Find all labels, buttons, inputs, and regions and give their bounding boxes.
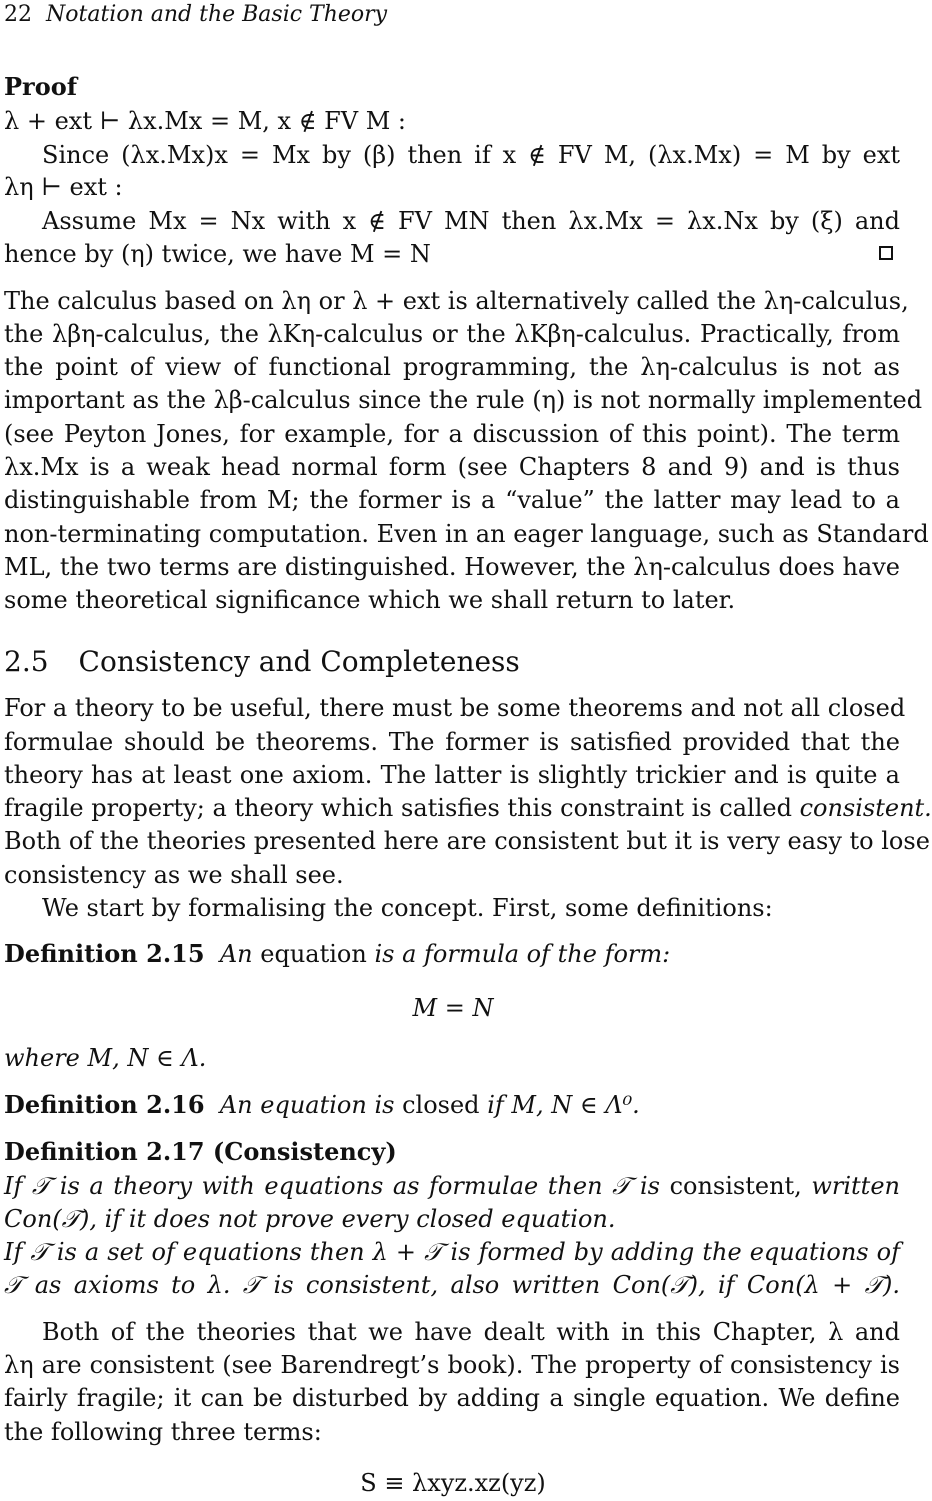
paragraph1-line: The calculus based on λη or λ + ext is alternatively called the λη-calculus, [4, 287, 909, 315]
definition-2-16-text-a: An equation is [219, 1091, 395, 1119]
definition-2-17-term: consistent, [669, 1172, 802, 1200]
term-consistent: consistent. [799, 794, 932, 822]
definition-2-17-line1-c: written [811, 1172, 900, 1200]
paragraph3-line: λη are consistent (see Barendregt’s book). The property of consistency is [4, 1351, 900, 1379]
proof-line-2: Since (λx.Mx)x = Mx by (β) then if x ∉ FV M, (λx.Mx) = M by ext [42, 141, 900, 169]
paragraph2-line: consistency as we shall see. [4, 861, 344, 889]
paragraph1-line: distinguishable from M; the former is a “value” the latter may lead to a [4, 486, 900, 514]
paragraph1-line: some theoretical significance which we shall return to later. [4, 586, 736, 614]
proof-line-3: λη ⊢ ext : [4, 173, 123, 201]
definition-2-15-text-a: An [219, 940, 253, 968]
section-title: Consistency and Completeness [78, 645, 520, 678]
proof-line-1: λ + ext ⊢ λx.Mx = M, x ∉ FV M : [4, 107, 406, 135]
definition-2-15-label: Definition 2.15 [4, 939, 205, 968]
definition-2-17-line1-a: If 𝒯 is a theory with equations as formulae then 𝒯 is [4, 1172, 661, 1200]
paragraph2-line: formulae should be theorems. The former is satisfied provided that the [4, 728, 900, 756]
paragraph2-line [4, 793, 932, 823]
definition-2-17-line: 𝒯 as axioms to λ. 𝒯 is consistent, also written Con(𝒯), if Con(λ + 𝒯). [4, 1271, 900, 1299]
display-equation-m-n: M = N [412, 994, 494, 1022]
paragraph3-line: fairly fragile; it can be disturbed by adding a single equation. We define [4, 1384, 900, 1412]
paragraph1-line: ML, the two terms are distinguished. However, the λη-calculus does have [4, 553, 900, 581]
running-head-title: Notation and the Basic Theory [46, 2, 388, 27]
page-number: 22 [4, 2, 32, 27]
definition-2-17-line: Con(𝒯), if it does not prove every closed equation. [4, 1205, 616, 1233]
paragraph1-line: important as the λβ-calculus since the rule (η) is not normally implemented [4, 386, 923, 414]
definition-2-15-term: equation [260, 940, 367, 968]
definition-2-17-line: If 𝒯 is a set of equations then λ + 𝒯 is formed by adding the equations of [4, 1238, 900, 1266]
paragraph2-line: theory has at least one axiom. The latter is slightly trickier and is quite a [4, 761, 900, 789]
section-heading [4, 645, 520, 679]
definition-2-16-term: closed [402, 1091, 480, 1119]
definition-2-16-text-c: if M, N ∈ Λ⁰. [487, 1091, 640, 1119]
qed-square-icon [879, 246, 893, 260]
definition-2-15 [4, 939, 670, 969]
paragraph1-line: the λβη-calculus, the λKη-calculus or the λKβη-calculus. Practically, from [4, 320, 900, 348]
paragraph2-indented-line: We start by formalising the concept. First, some definitions: [42, 894, 773, 922]
proof-heading: Proof [4, 72, 78, 101]
paragraph3-line: the following three terms: [4, 1418, 322, 1446]
definition-2-16-label: Definition 2.16 [4, 1090, 205, 1119]
paragraph2-line: Both of the theories presented here are consistent but it is very easy to lose [4, 827, 930, 855]
paragraph2-line: For a theory to be useful, there must be some theorems and not all closed [4, 694, 906, 722]
paragraph3-indented-line: Both of the theories that we have dealt with in this Chapter, λ and [42, 1318, 900, 1346]
section-number: 2.5 [4, 645, 49, 678]
definition-2-16 [4, 1090, 640, 1120]
paragraph1-line: λx.Mx is a weak head normal form (see Chapters 8 and 9) and is thus [4, 453, 900, 481]
proof-line-4: Assume Mx = Nx with x ∉ FV MN then λx.Mx = λx.Nx by (ξ) and [42, 207, 900, 235]
paragraph1-line: non-terminating computation. Even in an eager language, such as Standard [4, 520, 929, 548]
definition-2-17-line [4, 1171, 900, 1201]
paragraph1-line: (see Peyton Jones, for example, for a discussion of this point). The term [4, 420, 900, 448]
paragraph2-line4-text: fragile property; a theory which satisfies this constraint is called [4, 794, 800, 822]
proof-line-5: hence by (η) twice, we have M = N [4, 240, 431, 268]
paragraph1-line: the point of view of functional programming, the λη-calculus is not as [4, 353, 900, 381]
display-equation-s: S ≡ λxyz.xz(yz) [360, 1469, 546, 1497]
running-head [4, 0, 387, 30]
definition-2-15-text-c: is a formula of the form: [374, 940, 671, 968]
definition-2-15-where: where M, N ∈ Λ. [4, 1044, 207, 1072]
definition-2-17-label: Definition 2.17 (Consistency) [4, 1137, 397, 1166]
